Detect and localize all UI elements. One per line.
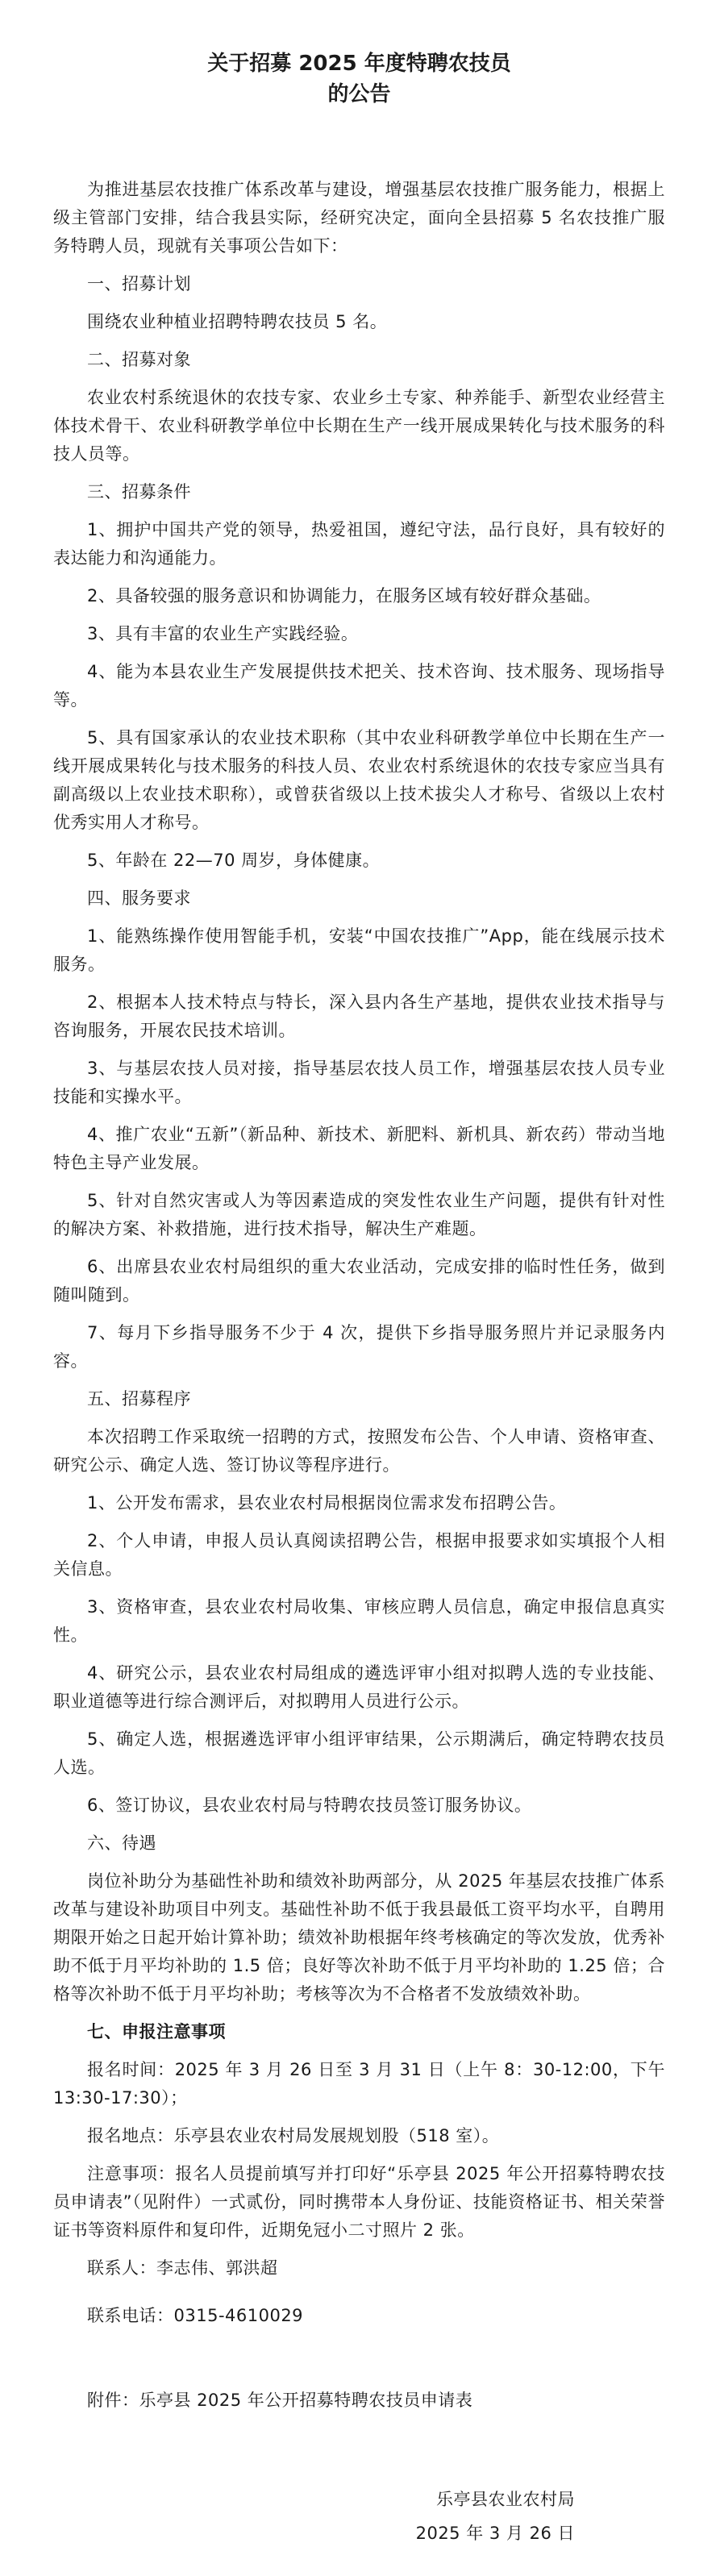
section-4-item: 3、与基层农技人员对接，指导基层农技人员工作，增强基层农技人员专业技能和实操水平。 bbox=[53, 1059, 665, 1106]
signature-block bbox=[53, 2482, 665, 2550]
section-3-item: 2、具备较强的服务意识和协调能力，在服务区域有较好群众基础。 bbox=[87, 586, 601, 606]
section-5-item: 1、公开发布需求，县农业农村局根据岗位需求发布招聘公告。 bbox=[87, 1493, 567, 1513]
section-3-item: 5、年龄在 22—70 周岁，身体健康。 bbox=[87, 851, 381, 870]
section-5-item: 2、个人申请，申报人员认真阅读招聘公告，根据申报要求如实填报个人相关信息。 bbox=[53, 1531, 665, 1579]
section-5-item: 3、资格审查，县农业农村局收集、审核应聘人员信息，确定申报信息真实性。 bbox=[53, 1597, 665, 1645]
title-line-2: 的公告 bbox=[327, 82, 391, 106]
registration-place: 报名地点：乐亭县农业农村局发展规划股（518 室）。 bbox=[87, 2126, 500, 2145]
section-5-item: 5、确定人选，根据遴选评审小组评审结果，公示期满后，确定特聘农技员人选。 bbox=[53, 1729, 665, 1777]
contact-person: 联系人：李志伟、郭洪超 bbox=[87, 2258, 278, 2278]
document-title bbox=[53, 48, 665, 110]
registration-time: 报名时间：2025 年 3 月 26 日至 3 月 31 日（上午 8：30-12:00，下午 13:30-17:30）； bbox=[53, 2060, 665, 2108]
section-3-item: 5、具有国家承认的农业技术职称（其中农业科研教学单位中长期在生产一线开展成果转化与技术服务的科技人员、农业农村系统退休的农技专家应当具有副高级以上农业技术职称），或曾获省级以上技术拔尖人才称号、省级以上农村优秀实用人才称号。 bbox=[53, 728, 665, 832]
section-7-heading: 七、申报注意事项 bbox=[87, 2022, 226, 2041]
title-line-1: 关于招募 2025 年度特聘农技员 bbox=[207, 52, 511, 76]
attachment-note: 附件：乐亭县 2025 年公开招募特聘农技员申请表 bbox=[87, 2391, 473, 2410]
section-4-item: 7、每月下乡指导服务不少于 4 次，提供下乡指导服务照片并记录服务内容。 bbox=[53, 1323, 665, 1371]
section-4-item: 5、针对自然灾害或人为等因素造成的突发性农业生产问题，提供有针对性的解决方案、补救措施，进行技术指导，解决生产难题。 bbox=[53, 1191, 665, 1238]
section-4-heading: 四、服务要求 bbox=[87, 888, 191, 908]
section-5-intro: 本次招聘工作采取统一招聘的方式，按照发布公告、个人申请、资格审查、研究公示、确定人选、签订协议等程序进行。 bbox=[53, 1427, 665, 1475]
section-3-item: 4、能为本县农业生产发展提供技术把关、技术咨询、技术服务、现场指导等。 bbox=[53, 662, 665, 710]
section-3-item: 1、拥护中国共产党的领导，热爱祖国，遵纪守法，品行良好，具有较好的表达能力和沟通能力。 bbox=[53, 520, 665, 568]
section-6-body: 岗位补助分为基础性补助和绩效补助两部分，从 2025 年基层农技推广体系改革与建设补助项目中列支。基础性补助不低于我县最低工资平均水平，自聘用期限开始之日起开始计算补助；绩效补助根据年终考核确定的等次发放，优秀补助不低于月平均补助的 1.5 倍；良好等次补助不低于月平均补助的 1.25 倍；合格等次补助不低于月平均补助；考核等次为不合格者不发放绩效补助。 bbox=[53, 1871, 665, 2004]
section-3-item: 3、具有丰富的农业生产实践经验。 bbox=[87, 624, 359, 643]
contact-phone: 联系电话：0315-4610029 bbox=[87, 2306, 304, 2325]
signature-org: 乐亭县农业农村局 bbox=[436, 2490, 575, 2509]
section-6-heading: 六、待遇 bbox=[87, 1833, 156, 1853]
signature-date: 2025 年 3 月 26 日 bbox=[415, 2524, 575, 2543]
section-1-body: 围绕农业种植业招聘特聘农技员 5 名。 bbox=[87, 312, 388, 331]
section-4-item: 2、根据本人技术特点与特长，深入县内各生产基地，提供农业技术指导与咨询服务，开展农民技术培训。 bbox=[53, 993, 665, 1040]
section-4-item: 4、推广农业“五新”（新品种、新技术、新肥料、新机具、新农药）带动当地特色主导产业发展。 bbox=[53, 1125, 665, 1172]
section-5-item: 6、签订协议，县农业农村局与特聘农技员签订服务协议。 bbox=[87, 1796, 532, 1815]
section-1-heading: 一、招募计划 bbox=[87, 274, 191, 293]
section-5-heading: 五、招募程序 bbox=[87, 1389, 191, 1409]
section-5-item: 4、研究公示，县农业农村局组成的遴选评审小组对拟聘人选的专业技能、职业道德等进行综合测评后，对拟聘用人员进行公示。 bbox=[53, 1663, 665, 1711]
intro-paragraph: 为推进基层农技推广体系改革与建设，增强基层农技推广服务能力，根据上级主管部门安排，结合我县实际，经研究决定，面向全县招募 5 名农技推广服务特聘人员，现就有关事项公告如下： bbox=[53, 180, 665, 256]
registration-notice: 注意事项：报名人员提前填写并打印好“乐亭县 2025 年公开招募特聘农技员申请表”（见附件）一式贰份，同时携带本人身份证、技能资格证书、相关荣誉证书等资料原件和复印件，近期免冠小二寸照片 2 张。 bbox=[53, 2164, 665, 2240]
section-4-item: 1、能熟练操作使用智能手机，安装“中国农技推广”App，能在线展示技术服务。 bbox=[53, 926, 665, 974]
section-3-heading: 三、招募条件 bbox=[87, 482, 191, 501]
section-2-body: 农业农村系统退休的农技专家、农业乡土专家、种养能手、新型农业经营主体技术骨干、农业科研教学单位中长期在生产一线开展成果转化与技术服务的科技人员等。 bbox=[53, 388, 665, 464]
section-4-item: 6、出席县农业农村局组织的重大农业活动，完成安排的临时性任务，做到随叫随到。 bbox=[53, 1257, 665, 1305]
section-2-heading: 二、招募对象 bbox=[87, 350, 191, 369]
